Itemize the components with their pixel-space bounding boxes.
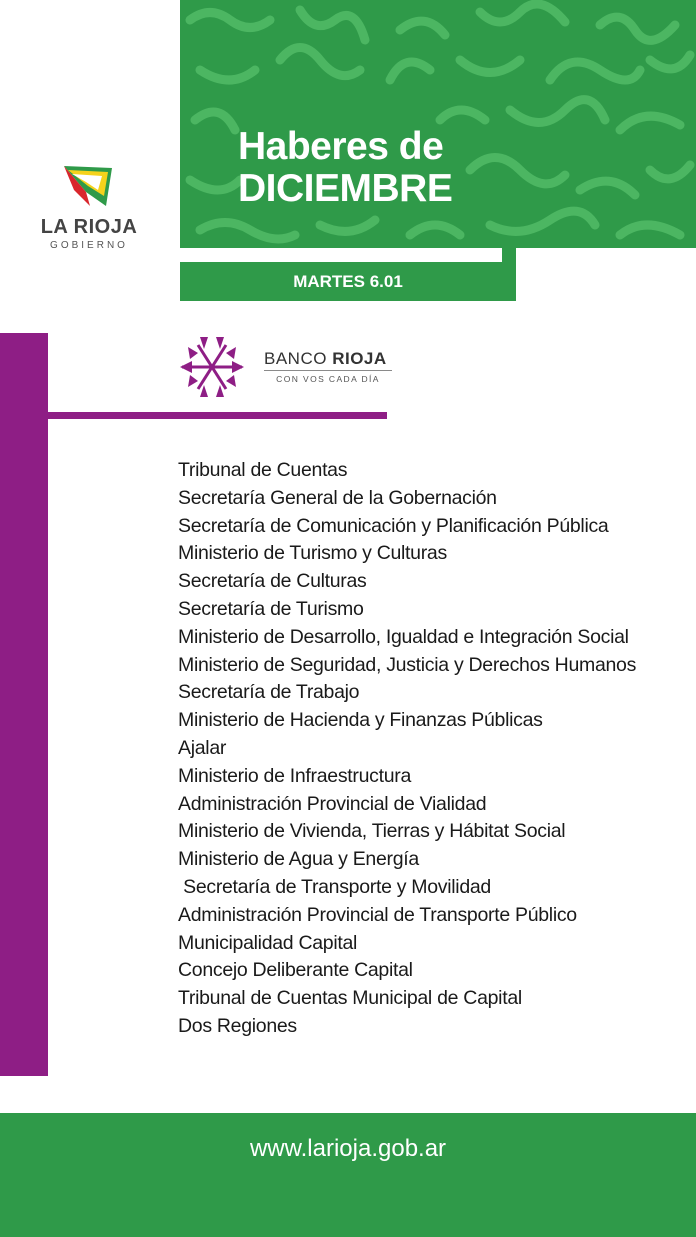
list-item: Ministerio de Agua y Energía <box>178 848 419 871</box>
title-line-1: Haberes de <box>238 125 444 168</box>
la-rioja-logo <box>34 160 144 260</box>
list-item: Tribunal de Cuentas Municipal de Capital <box>178 987 522 1010</box>
wavy-pattern-background <box>180 0 696 248</box>
list-item: Secretaría General de la Gobernación <box>178 486 497 509</box>
page-title <box>238 126 452 210</box>
organization-list <box>178 457 693 1041</box>
list-item: Secretaría de Trabajo <box>178 681 360 704</box>
date-band-step <box>502 248 516 262</box>
header-banner <box>180 0 696 248</box>
list-item: Secretaría de Turismo <box>178 597 364 620</box>
list-item: Administración Provincial de Vialidad <box>178 792 487 815</box>
la-rioja-emblem-icon <box>34 160 144 216</box>
date-label: MARTES 6.01 <box>293 272 403 291</box>
list-item: Dos Regiones <box>178 1014 297 1037</box>
list-item: Ministerio de Seguridad, Justicia y Derechos Humanos <box>178 653 637 676</box>
purple-side-bar <box>0 333 48 1076</box>
bank-name-bold: RIOJA <box>332 349 387 368</box>
list-item: Ministerio de Desarrollo, Igualdad e Integración Social <box>178 625 629 648</box>
list-item: Ajalar <box>178 736 227 759</box>
list-item: Administración Provincial de Transporte Público <box>178 903 577 926</box>
title-line-2: DICIEMBRE <box>238 167 453 210</box>
list-item: Ministerio de Vivienda, Tierras y Hábitat Social <box>178 820 566 843</box>
purple-divider <box>48 412 387 419</box>
bank-name-regular: BANCO <box>264 349 333 368</box>
bank-name <box>264 349 387 369</box>
list-item: Concejo Deliberante Capital <box>178 959 413 982</box>
banco-rioja-star-icon <box>178 333 248 403</box>
list-item: Ministerio de Turismo y Culturas <box>178 542 447 565</box>
bank-slogan: CON VOS CADA DÍA <box>276 374 380 384</box>
list-item: Secretaría de Culturas <box>178 570 367 593</box>
banco-rioja-logo <box>178 333 408 403</box>
list-item: Ministerio de Hacienda y Finanzas Públicas <box>178 709 543 732</box>
list-item: Secretaría de Transporte y Movilidad <box>178 875 491 898</box>
list-item: Secretaría de Comunicación y Planificación Pública <box>178 514 609 537</box>
logo-name: LA RIOJA <box>40 216 138 238</box>
list-item: Tribunal de Cuentas <box>178 459 348 481</box>
date-band <box>180 262 516 301</box>
footer-band <box>0 1113 696 1237</box>
list-item: Ministerio de Infraestructura <box>178 764 411 787</box>
logo-subtitle: GOBIERNO <box>50 240 128 251</box>
bank-rule <box>264 370 392 371</box>
website-link[interactable]: www.larioja.gob.ar <box>249 1135 447 1162</box>
list-item: Municipalidad Capital <box>178 931 358 954</box>
